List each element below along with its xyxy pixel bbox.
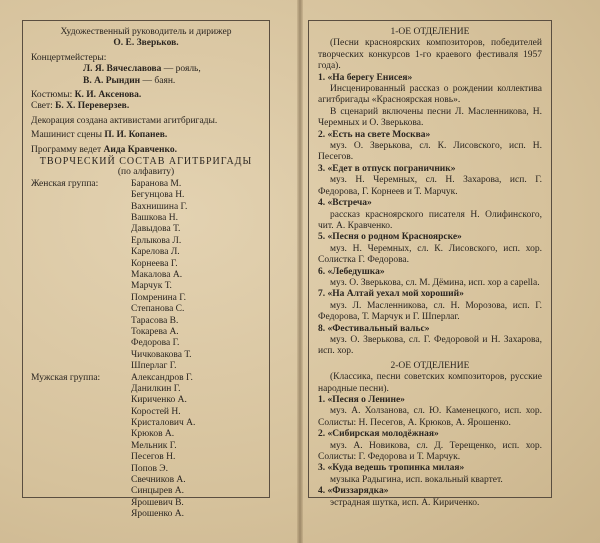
program-item-1-text2: В сценарий включены песни Л. Масленникова, Н. Черемных и О. Зверькова. bbox=[318, 106, 542, 129]
roster-name: Шперлаг Г. bbox=[131, 361, 177, 372]
program-panel bbox=[308, 20, 552, 508]
roster-name: Федорова Г. bbox=[131, 338, 180, 349]
program-item-6-title: 6. «Лебедушка» bbox=[318, 266, 385, 277]
program-item-6-text: муз. О. Зверькова, сл. М. Дёмина, исп. хор a capella. bbox=[330, 277, 540, 288]
program-item-4-title: 4. «Встреча» bbox=[318, 198, 372, 209]
program2-item-3-title: 3. «Куда ведешь тропинка милая» bbox=[318, 463, 465, 474]
roster-name: Корнеева Г. bbox=[131, 258, 178, 269]
female-group bbox=[31, 179, 261, 373]
roster-name: Вашкова Н. bbox=[131, 213, 178, 224]
light-name: Б. Х. Переверзев. bbox=[55, 101, 130, 112]
roster-name: Синцырев А. bbox=[131, 486, 185, 497]
program2-item-2-title: 2. «Сибирская молодёжная» bbox=[318, 429, 439, 440]
roster-name: Давыдова Т. bbox=[131, 224, 181, 235]
host-label: Программу ведет bbox=[31, 144, 102, 155]
roster-name: Попов Э. bbox=[131, 463, 168, 474]
roster-name: Коростей Н. bbox=[131, 406, 181, 417]
light-label: Свет: bbox=[31, 101, 53, 112]
roster-name: Ерлыкова Л. bbox=[131, 235, 182, 246]
page-fold bbox=[297, 0, 303, 543]
program-item-5-text: муз. Н. Черемных, сл. К. Лисовского, исп. хор. Солистка Г. Федорова. bbox=[318, 243, 542, 266]
roster-name: Свечников А. bbox=[131, 475, 186, 486]
roster-name: Чичковакова Т. bbox=[131, 349, 192, 360]
roster-name: Ярошевич В. bbox=[131, 497, 184, 508]
concertmaster-2 bbox=[83, 76, 261, 87]
section2-title: 2-ОЕ ОТДЕЛЕНИЕ bbox=[390, 360, 470, 371]
roster-name: Токарева А. bbox=[131, 326, 179, 337]
roster-name: Помренина Г. bbox=[131, 292, 187, 303]
roster-name: Песегов Н. bbox=[131, 452, 176, 463]
program2-item-4-title: 4. «Физзарядка» bbox=[318, 486, 389, 497]
program-item-3-title: 3. «Едет в отпуск пограничник» bbox=[318, 163, 456, 174]
decor-text: Декорация создана активистами агитбригады. bbox=[31, 115, 218, 126]
roster-name: Кириченко А. bbox=[131, 395, 187, 406]
program-item-1-title: 1. «На берегу Енисея» bbox=[318, 72, 413, 83]
roster-title: ТВОРЧЕСКИЙ СОСТАВ АГИТБРИГАДЫ bbox=[39, 156, 253, 168]
section2-intro: (Классика, песни советских композиторов, русские народные песни). bbox=[318, 372, 542, 394]
roster-name: Карелова Л. bbox=[131, 247, 180, 258]
section1-intro: (Песни красноярских композиторов, победителей творческих конкурсов 1-го краевого фестиваля 1957 года). bbox=[318, 38, 542, 72]
section1-title: 1-ОЕ ОТДЕЛЕНИЕ bbox=[390, 27, 470, 37]
roster-name: Марчук Т. bbox=[131, 281, 172, 292]
concertmasters-label: Концертмейстеры: bbox=[31, 52, 107, 63]
costumes-name: К. И. Аксенова. bbox=[74, 90, 142, 101]
machinist-line bbox=[31, 130, 261, 141]
host-name: Аида Кравченко. bbox=[103, 144, 177, 155]
host-line bbox=[31, 145, 261, 156]
roster-name: Бегунцова Н. bbox=[131, 190, 185, 201]
program-item-7-text: муз. Л. Масленникова, сл. Н. Морозова, исп. Г. Федорова, Т. Марчук и Г. Шперлаг. bbox=[318, 300, 542, 323]
roster-name: Ярошенко А. bbox=[131, 509, 184, 520]
male-name-list bbox=[131, 373, 261, 521]
concertmaster-2-name: В. А. Рындин bbox=[83, 75, 141, 86]
machinist-label: Машинист сцены bbox=[31, 130, 102, 141]
roster-subtitle: (по алфавиту) bbox=[117, 167, 175, 178]
machinist-name: П. И. Копанев. bbox=[104, 130, 168, 141]
male-group bbox=[31, 373, 261, 521]
program-item-4-text: рассказ красноярского писателя Н. Олифинского, чит. А. Кравченко. bbox=[318, 209, 542, 231]
concertmaster-2-role: — баян. bbox=[142, 75, 176, 86]
program-item-2-title: 2. «Есть на свете Москва» bbox=[318, 129, 431, 140]
program2-item-1-text: муз. А. Холзанова, сл. Ю. Каменецкого, исп. хор. Солисты: Н. Песегов, А. Крюков, А. Ярошенко. bbox=[318, 406, 542, 428]
female-group-label: Женская группа: bbox=[31, 178, 99, 189]
program-item-3-text: муз. Н. Черемных, сл. Н. Захарова, исп. Г. Федорова, Г. Корнеев и Т. Марчук. bbox=[318, 175, 542, 197]
roster-name: Мельник Г. bbox=[131, 440, 177, 451]
roster-name: Кристалович А. bbox=[131, 418, 196, 429]
program-item-8-text: муз. О. Зверькова, сл. Г. Федоровой и Н. Захарова, исп. хор. bbox=[318, 334, 542, 357]
roster-name: Баранова М. bbox=[131, 178, 182, 189]
costumes-label: Костюмы: bbox=[31, 90, 73, 101]
concertmaster-1 bbox=[83, 64, 261, 75]
program2-item-1-title: 1. «Песня о Ленине» bbox=[318, 395, 405, 405]
roster-name: Тарасова В. bbox=[131, 315, 179, 326]
roster-name: Данилкин Г. bbox=[131, 383, 181, 394]
female-name-list bbox=[131, 179, 261, 373]
program2-item-3-text: музыка Радыгина, исп. вокальный квартет. bbox=[330, 474, 503, 485]
program-item-5-title: 5. «Песня о родном Красноярске» bbox=[318, 232, 462, 243]
art-director-name: О. Е. Зверьков. bbox=[113, 38, 179, 49]
art-director-label: Художественный руководитель и дирижер bbox=[60, 27, 232, 37]
roster-name: Вахнишина Г. bbox=[131, 201, 188, 212]
program-item-1-text: Инсценированный рассказ о рождении коллектива агитбригады «Красноярская новь». bbox=[318, 84, 542, 106]
roster-name: Макалова А. bbox=[131, 270, 183, 280]
program-item-2-text: муз. О. Зверькова, сл. К. Лисовского, исп. Н. Песегов. bbox=[318, 141, 542, 163]
costumes-line bbox=[31, 90, 261, 101]
program-item-8-title: 8. «Фестивальный вальс» bbox=[318, 323, 430, 334]
roster-name: Крюков А. bbox=[131, 429, 175, 440]
roster-name: Степанова С. bbox=[131, 304, 185, 315]
concertmaster-1-role: — рояль, bbox=[163, 64, 201, 75]
concertmaster-1-name: Л. Я. Вячеславова bbox=[83, 64, 162, 75]
program-item-7-title: 7. «На Алтай уехал мой хороший» bbox=[318, 289, 464, 300]
program2-item-4-text: эстрадная шутка, исп. А. Кириченко. bbox=[330, 497, 480, 508]
program2-item-2-text: муз. А. Новикова, сл. Д. Терещенко, исп. хор. Солисты: Г. Федорова и Т. Марчук. bbox=[318, 440, 542, 463]
light-line bbox=[31, 101, 261, 112]
male-group-label: Мужская группа: bbox=[31, 372, 101, 383]
roster-name: Александров Г. bbox=[131, 372, 193, 383]
credits-panel bbox=[22, 20, 270, 520]
